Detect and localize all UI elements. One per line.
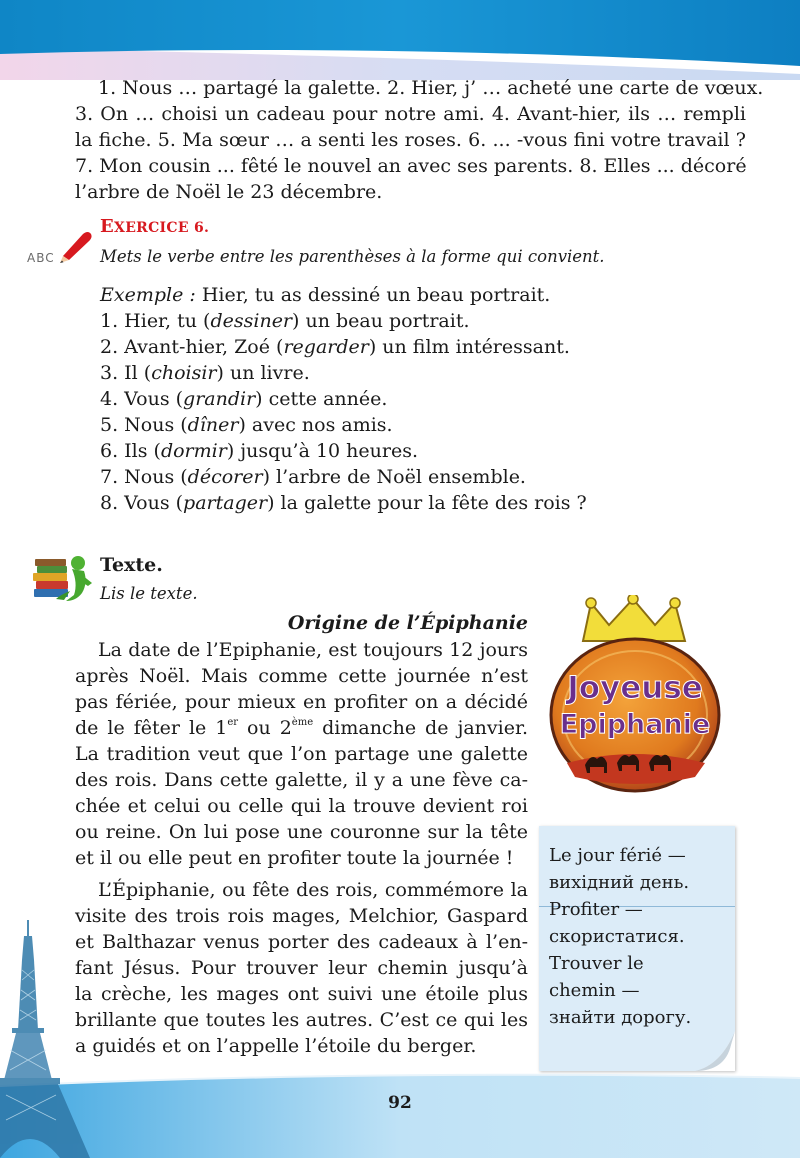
story-title: Origine de l’Épiphanie bbox=[287, 612, 528, 634]
item-text: 5. Nous ( bbox=[100, 414, 188, 436]
glossary-line: chemin — bbox=[549, 980, 640, 1001]
story-line: ou reine. On lui pose une couronne sur la tête bbox=[75, 821, 528, 843]
story-line: La tradition veut que l’on partage une galette bbox=[75, 743, 528, 765]
item-text: 6. Ils ( bbox=[100, 440, 161, 462]
eiffel-tower-icon bbox=[0, 920, 120, 1158]
abc-pencil-icon bbox=[27, 226, 95, 268]
item-verb: grandir bbox=[183, 388, 256, 410]
item-text: 7. Nous ( bbox=[100, 466, 188, 488]
item-verb: décorer bbox=[187, 466, 263, 488]
page-number: 92 bbox=[388, 1093, 412, 1113]
exercise6-title-initial: E bbox=[100, 216, 115, 237]
story-line: après Noël. Mais comme cette journée n’est bbox=[75, 665, 528, 687]
story-text: de le fêter le 1 bbox=[75, 717, 228, 739]
illustration-line1: Joyeuse bbox=[567, 670, 703, 706]
exercise6-title bbox=[100, 216, 209, 237]
superscript: ème bbox=[291, 716, 314, 728]
item-text: 3. Il ( bbox=[100, 362, 152, 384]
top-decorative-band bbox=[0, 0, 800, 80]
item-text: ) la galette pour la fête des rois ? bbox=[267, 492, 587, 514]
item-verb: dormir bbox=[160, 440, 227, 462]
exercise6-item bbox=[100, 412, 393, 438]
story-line: brillante que toutes les autres. C’est ce qui les bbox=[75, 1009, 528, 1031]
item-verb: dessiner bbox=[210, 310, 293, 332]
glossary-line: знайти дорогу. bbox=[549, 1007, 692, 1028]
story-text: ou 2 bbox=[238, 717, 292, 739]
story-line: fant Jésus. Pour trouver leur chemin jusqu’à bbox=[75, 957, 528, 979]
exercise5-line-3: la fiche. 5. Ma sœur … a senti les roses. 6. ... -vous fini votre travail ? bbox=[75, 129, 746, 151]
exercise6-item bbox=[100, 334, 570, 360]
story-line: et Balthazar venus porter des cadeaux à l’en- bbox=[75, 931, 528, 953]
item-verb: dîner bbox=[187, 414, 239, 436]
exercise5-line-2: 3. On … choisi un cadeau pour notre ami. 4. Avant-hier, ils … rempli bbox=[75, 103, 746, 125]
story-line: la crèche, les mages ont suivi une étoile plus bbox=[75, 983, 528, 1005]
exercise6-item bbox=[100, 386, 387, 412]
item-text: ) un film intéressant. bbox=[368, 336, 570, 358]
exercise6-item bbox=[100, 464, 526, 490]
texte-title: Texte. bbox=[100, 554, 163, 576]
exercise5-line-4: 7. Mon cousin ... fêté le nouvel an avec ses parents. 8. Elles ... décoré bbox=[75, 155, 747, 177]
item-text: ) un beau portrait. bbox=[292, 310, 470, 332]
item-text: ) un livre. bbox=[216, 362, 310, 384]
story-line: visite des trois rois mages, Melchior, Gaspard bbox=[75, 905, 528, 927]
item-text: 1. Hier, tu ( bbox=[100, 310, 211, 332]
superscript: er bbox=[227, 716, 239, 728]
exercise6-item bbox=[100, 438, 418, 464]
item-text: 2. Avant-hier, Zoé ( bbox=[100, 336, 284, 358]
illustration-line2: Epiphanie bbox=[559, 709, 711, 740]
story-line bbox=[75, 715, 528, 741]
exercise6-item bbox=[100, 308, 470, 334]
exercise6-item bbox=[100, 360, 310, 386]
example-label: Exemple : bbox=[100, 284, 196, 306]
item-text: ) cette année. bbox=[255, 388, 388, 410]
item-verb: choisir bbox=[151, 362, 217, 384]
exercise5-line-5: l’arbre de Noël le 23 décembre. bbox=[75, 181, 383, 203]
item-text: ) l’arbre de Noël ensemble. bbox=[262, 466, 526, 488]
glossary-line: вихідний день. bbox=[549, 872, 690, 893]
story-line: La date de l’Epiphanie, est toujours 12 jours bbox=[98, 639, 528, 661]
story-line: L’Épiphanie, ou fête des rois, commémore la bbox=[98, 879, 528, 901]
item-text: 8. Vous ( bbox=[100, 492, 184, 514]
item-text: 4. Vous ( bbox=[100, 388, 184, 410]
example-text: Hier, tu as dessiné un beau portrait. bbox=[195, 284, 551, 306]
exercise6-item bbox=[100, 490, 587, 516]
abc-icon-label: ABC bbox=[27, 251, 55, 265]
story-line: et il ou elle peut en profiter toute la journée ! bbox=[75, 847, 514, 869]
exercise6-title-rest: XERCICE 6. bbox=[114, 220, 210, 236]
story-line: des rois. Dans cette galette, il y a une fève ca- bbox=[75, 769, 528, 791]
glossary-line: скористатися. bbox=[549, 926, 685, 947]
joyeuse-epiphanie-illustration bbox=[545, 595, 725, 795]
glossary-line: Le jour férié — bbox=[549, 845, 686, 866]
texte-instruction: Lis le texte. bbox=[100, 584, 198, 603]
item-verb: regarder bbox=[283, 336, 369, 358]
exercise5-line-1: 1. Nous … partagé la galette. 2. Hier, j’ … acheté une carte de vœux. bbox=[98, 77, 764, 99]
reading-books-icon bbox=[30, 553, 96, 605]
exercise6-instruction: Mets le verbe entre les parenthèses à la forme qui convient. bbox=[100, 247, 605, 266]
glossary-line: Trouver le bbox=[549, 953, 644, 974]
story-text: dimanche de janvier. bbox=[313, 717, 528, 739]
story-line: pas fériée, pour mieux en profiter on a décidé bbox=[75, 691, 528, 713]
item-verb: partager bbox=[183, 492, 268, 514]
story-line: chée et celui ou celle qui la trouve devient roi bbox=[75, 795, 528, 817]
page-curl-icon bbox=[691, 1031, 735, 1071]
story-line: a guidés et on l’appelle l’étoile du berger. bbox=[75, 1035, 477, 1057]
glossary-line: Profiter — bbox=[549, 899, 643, 920]
exercise6-example bbox=[100, 282, 550, 308]
glossary-note bbox=[539, 826, 735, 1071]
item-text: ) avec nos amis. bbox=[238, 414, 393, 436]
item-text: ) jusqu’à 10 heures. bbox=[226, 440, 419, 462]
